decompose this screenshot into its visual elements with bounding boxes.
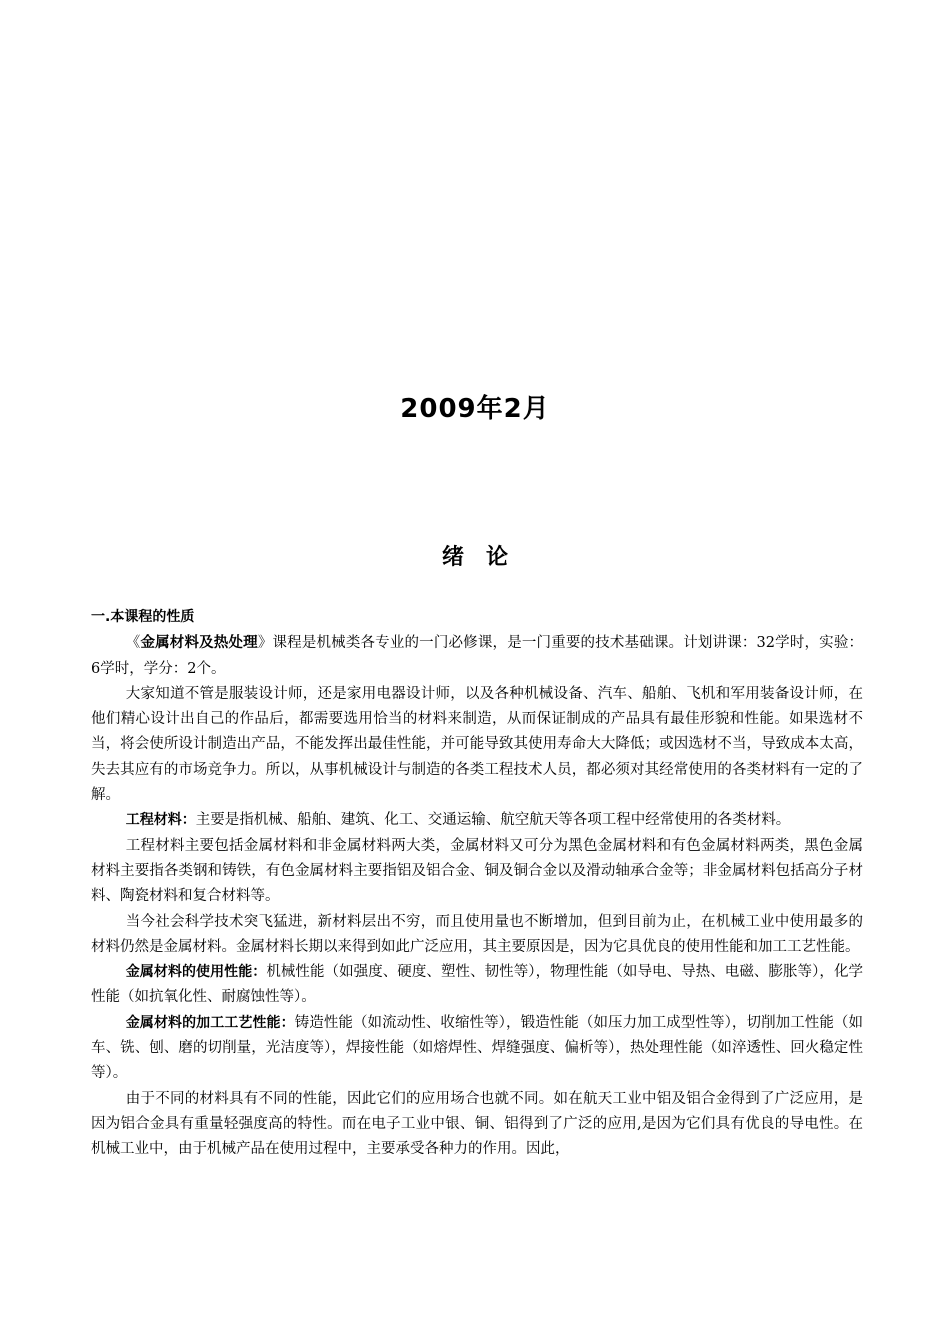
paragraph-applications: 由于不同的材料具有不同的性能，因此它们的应用场合也就不同。如在航天工业中铝及铝合金得到了广泛应用，是因为铝合金具有重量轻强度高的特性。而在电子工业中银、铜、铝得到了广泛的应用,是因为它们具有优良的导电性。在机械工业中，由于机械产品在使用过程中，主要承受各种力的作用。因此， bbox=[91, 1090, 863, 1158]
paragraph-service-properties bbox=[91, 960, 863, 1011]
document-date: 2009年2月 bbox=[400, 394, 550, 424]
open-quote: 《 bbox=[125, 635, 141, 652]
paragraph-metal-usage: 当今社会科学技术突飞猛进，新材料层出不穷，而且使用量也不断增加，但到目前为止，在机械工业中使用最多的材料仍然是金属材料。金属材料长期以来得到如此广泛应用，其主要原因是，因为它具优良的使用性能和加工工艺性能。 bbox=[91, 913, 863, 955]
term-label: 工程材料： bbox=[125, 812, 196, 829]
chapter-title: 绪 论 bbox=[441, 545, 508, 570]
paragraph-material-selection: 大家知道不管是服装设计师，还是家用电器设计师，以及各种机械设备、汽车、船舶、飞机和军用装备设计师，在他们精心设计出自己的作品后，都需要选用恰当的材料来制造，从而保证制成的产品具有最佳形貌和性能。如果选材不当，将会使所设计制造出产品，不能发挥出最佳性能，并可能导致其使用寿命大大降低；或因选材不当，导致成本太高，失去其应有的市场竞争力。所以，从事机械设计与制造的各类工程技术人员，都必须对其经常使用的各类材料有一定的了解。 bbox=[91, 685, 863, 804]
course-title: 金属材料及热处理 bbox=[140, 634, 258, 652]
body-content bbox=[91, 605, 863, 1163]
paragraph-text: 主要是指机械、船舶、建筑、化工、交通运输、航空航天等各项工程中经常使用的各类材料。 bbox=[195, 812, 791, 829]
paragraph-processing-properties bbox=[91, 1011, 863, 1087]
paragraph-material-classes: 工程材料主要包括金属材料和非金属材料两大类，金属材料又可分为黑色金属材料和有色金属材料两类，黑色金属材料主要指各类钢和铸铁，有色金属材料主要指铝及铝合金、铜及铜合金以及滑动轴承合金等；非金属材料包括高分子材料、陶瓷材料和复合材料等。 bbox=[91, 837, 863, 905]
paragraph-engineering-materials bbox=[91, 808, 863, 833]
paragraph-text: 机械性能（如强度、硬度、塑性、韧性等），物理性能（如导电、导热、电磁、膨胀等），化学性能（如抗氧化性、耐腐蚀性等）。 bbox=[91, 964, 863, 1006]
term-label: 金属材料的使用性能： bbox=[125, 964, 267, 981]
paragraph-text: 铸造性能（如流动性、收缩性等），锻造性能（如压力加工成型性等），切削加工性能（如车、铣、刨、磨的切削量，光洁度等），焊接性能（如熔焊性、焊缝强度、偏析等），热处理性能（如淬透性、回火稳定性等）。 bbox=[91, 1014, 864, 1082]
term-label: 金属材料的加工工艺性能： bbox=[125, 1014, 295, 1031]
paragraph-text: 》课程是机械类各专业的一门必修课，是一门重要的技术基础课。计划讲课：32学时，实验：6学时，学分：2个。 bbox=[91, 635, 864, 677]
paragraph-course-intro bbox=[91, 630, 863, 682]
section-heading: 一.本课程的性质 bbox=[91, 609, 195, 625]
